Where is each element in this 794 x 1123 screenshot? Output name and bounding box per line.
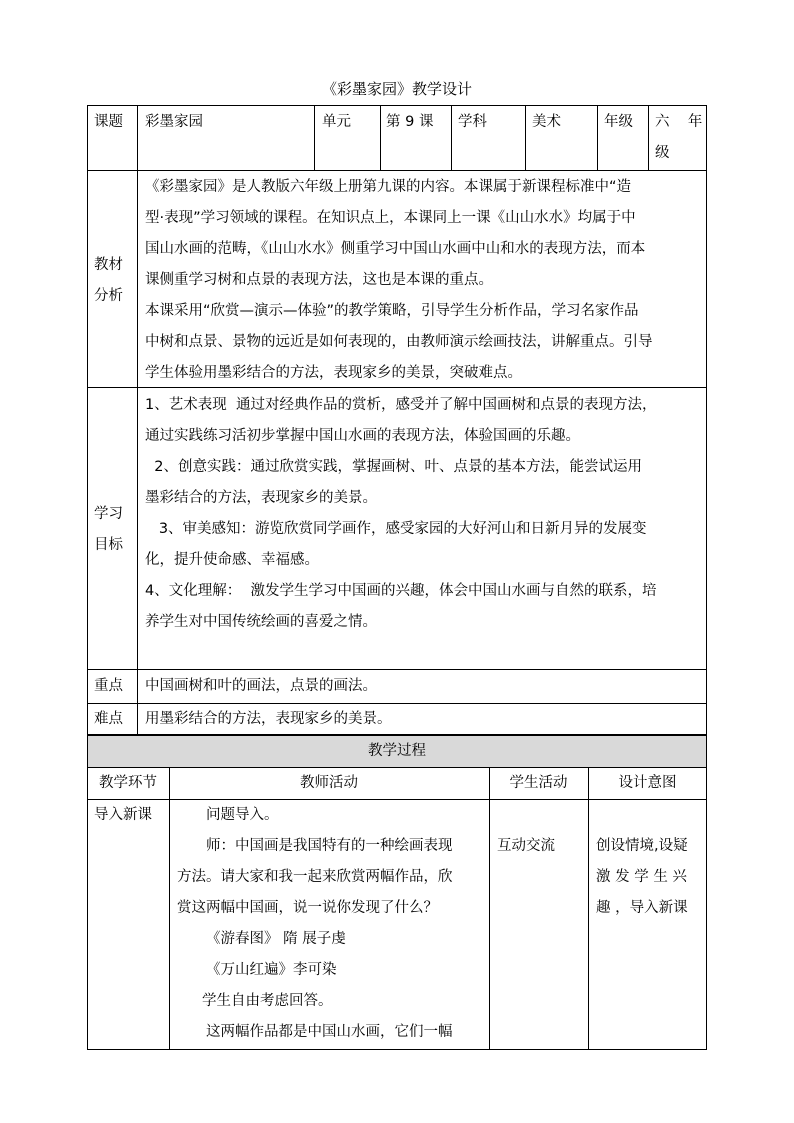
text-line: 墨彩结合的方法，表现家乡的美景。	[145, 490, 377, 506]
col-divider	[648, 105, 649, 170]
text-line: 通过实践练习活初步掌握中国山水画的表现方法，体验国画的乐趣。	[145, 428, 580, 444]
text-line: 激 发 学 生 兴	[596, 869, 687, 885]
text-line: 课侧重学习树和点景的表现方法，这也是本课的重点。	[145, 272, 493, 288]
text-line: 《彩墨家园》是人教版六年级上册第九课的内容。本课属于新课程标准中“造	[145, 179, 632, 195]
row-divider	[87, 170, 707, 171]
text-line: 养学生对中国传统绘画的喜爱之情。	[145, 614, 377, 630]
document-title: 《彩墨家园》教学设计	[321, 80, 472, 98]
text-line: 1、艺术表现 通过对经典作品的赏析，感受并了解中国画树和点景的表现方法，	[145, 397, 657, 413]
key-point-value: 中国画树和叶的画法，点景的画法。	[145, 678, 377, 694]
course-label: 课题	[94, 114, 123, 130]
row-divider	[87, 669, 707, 670]
column-header: 教学环节	[99, 775, 157, 791]
subject-label: 学科	[458, 114, 487, 130]
text-line: 问题导入。	[206, 807, 279, 823]
unit-label: 单元	[322, 114, 351, 130]
column-header: 设计意图	[618, 775, 677, 791]
text-line: 化，提升使命感、幸福感。	[145, 552, 319, 568]
text-line: 4、文化理解： 激发学生学习中国画的兴趣，体会中国山水画与自然的联系，培	[145, 583, 657, 599]
text-line: 《游春图》 隋 展子虔	[206, 931, 346, 947]
goals-text	[145, 390, 656, 638]
unit-value: 第 9 课	[386, 114, 434, 130]
col-divider	[489, 767, 490, 1050]
col-divider	[314, 105, 315, 170]
course-value: 彩墨家园	[145, 114, 203, 130]
text-line: 3、审美感知：游览欣赏同学画作，感受家园的大好河山和日新月异的发展变	[145, 521, 647, 537]
text-line: 中树和点景、景物的远近是如何表现的，由教师演示绘画技法，讲解重点。引导	[145, 334, 653, 350]
column-header: 学生活动	[509, 775, 568, 791]
grade-label: 年级	[604, 114, 633, 130]
process-heading: 教学过程	[368, 743, 426, 759]
text-line: 这两幅作品都是中国山水画，它们一幅	[206, 1024, 453, 1040]
text-line: 学生体验用墨彩结合的方法，表现家乡的美景，突破难点。	[145, 365, 522, 381]
text-line: 本课采用“欣赏—演示—体验”的教学策略，引导学生分析作品，学习名家作品	[145, 303, 639, 319]
col-divider	[525, 105, 526, 170]
text-line: 创设情境,设疑	[596, 838, 688, 854]
text-line: 趣 ，导入新课	[596, 900, 688, 916]
grade-value: 级	[655, 145, 670, 161]
text-line: 型·表现”学习领域的课程。在知识点上，本课同上一课《山山水水》均属于中	[145, 210, 636, 226]
grade-value: 六 年	[655, 114, 703, 130]
design-intent	[596, 831, 688, 924]
text-line: 师：中国画是我国特有的一种绘画表现	[206, 838, 453, 854]
stage-cell: 导入新课	[94, 807, 152, 823]
label-column-divider	[137, 105, 138, 735]
analysis-label: 教材	[94, 257, 123, 273]
key-point-label: 重点	[94, 678, 123, 694]
text-line: 《万山红遍》李可染	[206, 962, 337, 978]
text-line: 方法。请大家和我一起来欣赏两幅作品，欣	[177, 869, 453, 885]
teacher-activity	[177, 800, 453, 1048]
col-divider	[169, 767, 170, 1050]
difficulty-value: 用墨彩结合的方法，表现家乡的美景。	[145, 711, 392, 727]
goals-label: 目标	[94, 537, 123, 553]
col-divider	[588, 767, 589, 1050]
text-line: 2、创意实践：通过欣赏实践，掌握画树、叶、点景的基本方法，能尝试运用	[145, 459, 642, 475]
difficulty-label: 难点	[94, 711, 123, 727]
col-divider	[380, 105, 381, 170]
goals-label: 学习	[94, 506, 123, 522]
text-line: 国山水画的范畴，《山山水水》侧重学习中国山水画中山和水的表现方法，而本	[145, 241, 646, 257]
column-header: 教师活动	[300, 775, 358, 791]
text-line: 学生自由考虑回答。	[202, 993, 333, 1009]
text-line: 赏这两幅中国画，说一说你发现了什么？	[177, 900, 438, 916]
subject-value: 美术	[532, 114, 561, 130]
analysis-label: 分析	[94, 288, 123, 304]
col-divider	[451, 105, 452, 170]
col-divider	[597, 105, 598, 170]
analysis-text	[145, 172, 653, 389]
student-activity: 互动交流	[497, 838, 555, 854]
